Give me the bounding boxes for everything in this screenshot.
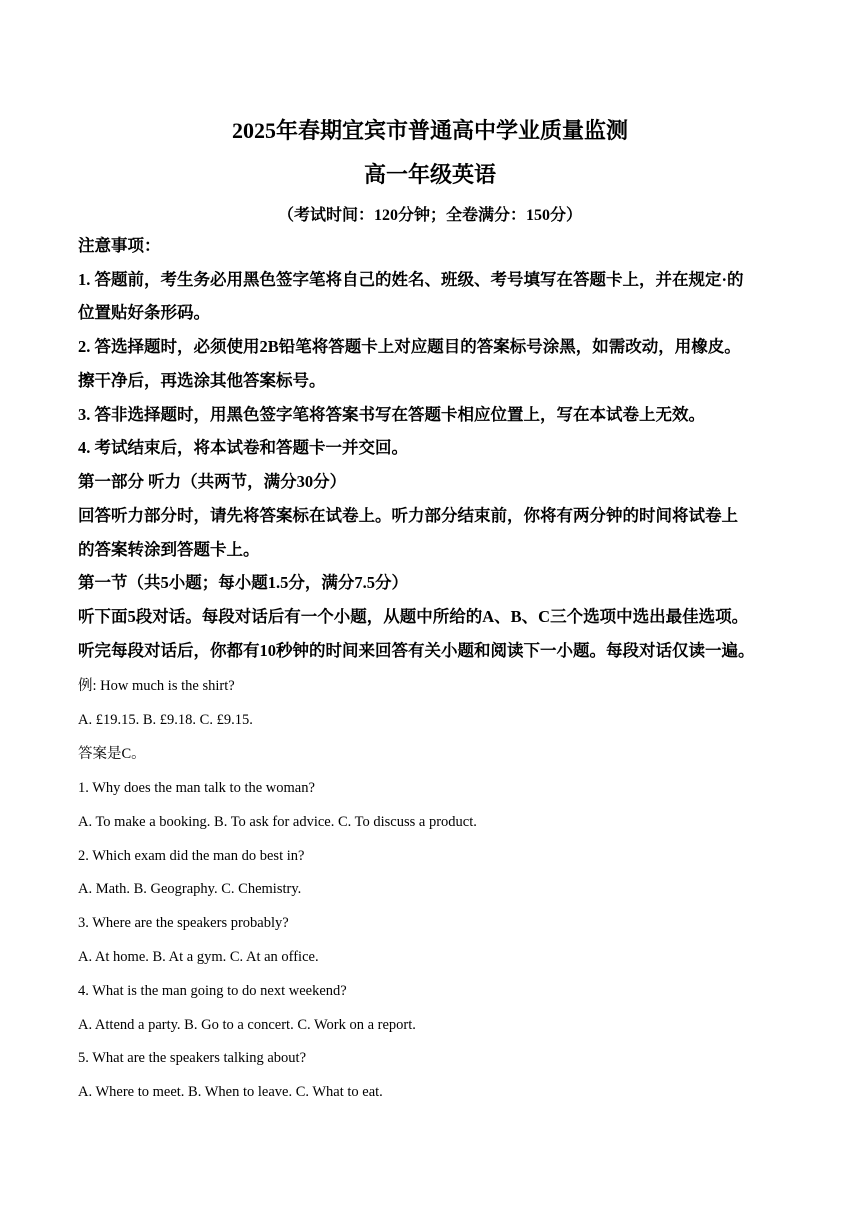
exam-title: 2025年春期宜宾市普通高中学业质量监测 [231,118,628,143]
notice-item-1-line-2: 位置贴好条形码。 [78,303,210,322]
part1-heading: 第一部分 听力（共两节，满分30分） [78,472,347,491]
section1-instructions-line-1: 听下面5段对话。每段对话后有一个小题，从题中所给的A、B、C三个选项中选出最佳选项。 [78,607,749,626]
question-3: 3. Where are the speakers probably? [78,915,289,931]
example-answer: 答案是C。 [78,746,146,762]
part1-intro-line-2: 的答案转涂到答题卡上。 [78,540,260,559]
question-1: 1. Why does the man talk to the woman? [78,780,315,796]
question-4-options: A. Attend a party. B. Go to a concert. C. Work on a report. [78,1017,416,1033]
notice-item-3: 3. 答非选择题时，用黑色签字笔将答案书写在答题卡相应位置上，写在本试卷上无效。 [78,405,705,424]
question-5: 5. What are the speakers talking about? [78,1050,307,1066]
question-4: 4. What is the man going to do next weekend? [78,983,347,999]
question-2: 2. Which exam did the man do best in? [78,848,305,864]
question-2-options: A. Math. B. Geography. C. Chemistry. [78,881,302,897]
exam-info: （考试时间：120分钟；全卷满分：150分） [277,207,582,224]
section1-instructions-line-2: 听完每段对话后，你都有10秒钟的时间来回答有关小题和阅读下一小题。每段对话仅读一遍。 [78,641,755,660]
notice-heading: 注意事项： [78,236,161,255]
example-question: 例: How much is the shirt? [78,678,235,694]
question-1-options: A. To make a booking. B. To ask for advice. C. To discuss a product. [78,814,477,830]
section1-heading: 第一节（共5小题；每小题1.5分，满分7.5分） [78,573,408,592]
notice-item-2-line-2: 擦干净后，再选涂其他答案标号。 [78,371,326,390]
notice-item-1-line-1: 1. 答题前，考生务必用黑色签字笔将自己的姓名、班级、考号填写在答题卡上，并在规定·的 [78,270,744,289]
exam-subtitle: 高一年级英语 [363,162,496,187]
notice-item-4: 4. 考试结束后，将本试卷和答题卡一并交回。 [78,438,408,457]
part1-intro-line-1: 回答听力部分时，请先将答案标在试卷上。听力部分结束前，你将有两分钟的时间将试卷上 [78,506,738,525]
notice-item-2-line-1: 2. 答选择题时，必须使用2B铅笔将答题卡上对应题目的答案标号涂黑，如需改动，用橡皮。 [78,337,741,356]
example-options: A. £19.15. B. £9.18. C. £9.15. [78,712,253,728]
question-3-options: A. At home. B. At a gym. C. At an office. [78,949,319,965]
question-5-options: A. Where to meet. B. When to leave. C. What to eat. [78,1084,383,1100]
